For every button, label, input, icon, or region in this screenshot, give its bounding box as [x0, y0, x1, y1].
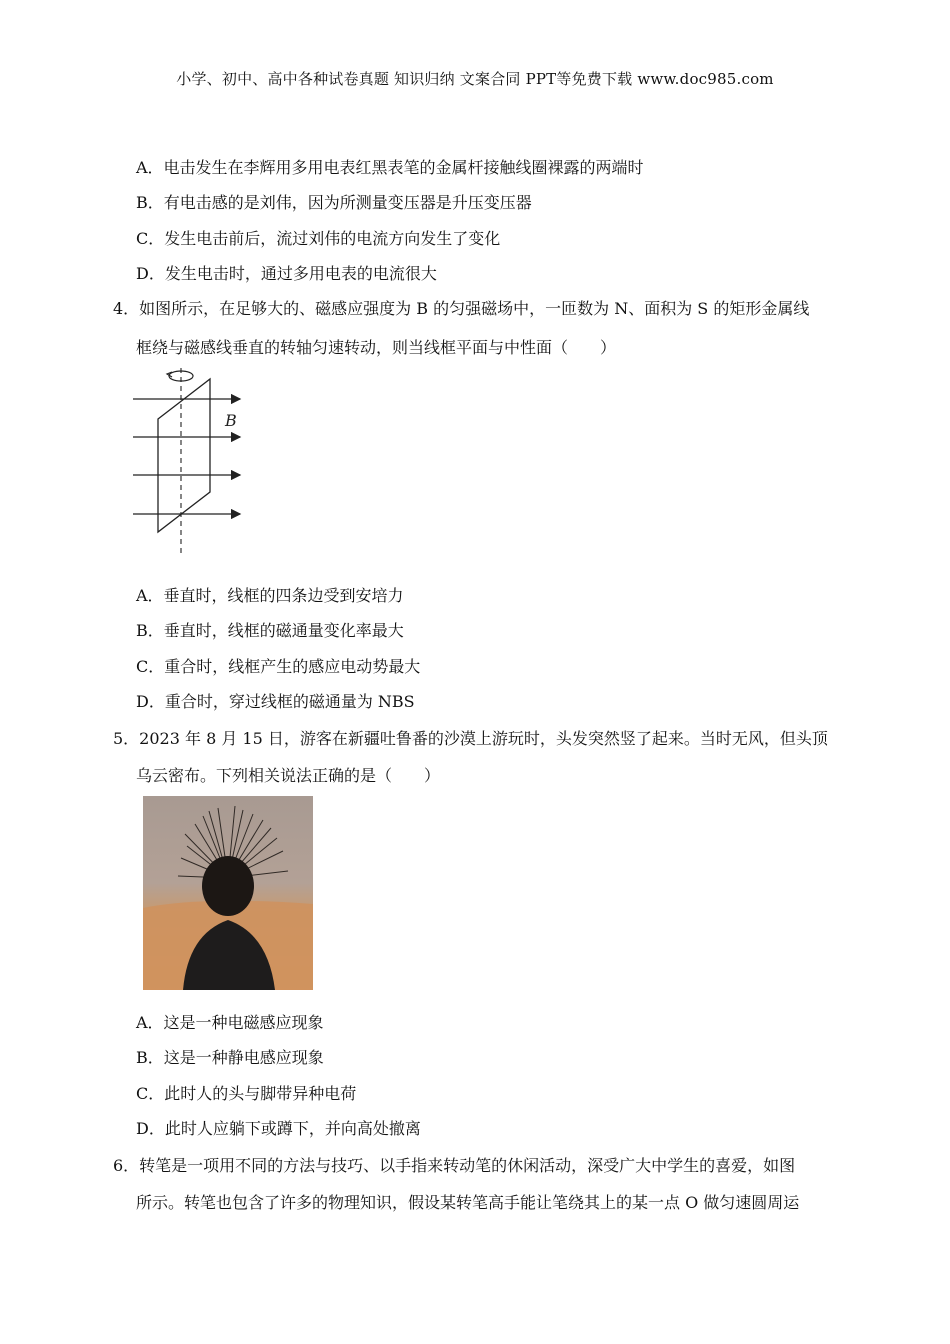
q6-stem-line2: 所示。转笔也包含了许多的物理知识，假设某转笔高手能让笔绕其上的某一点 O 做匀速圆周运 [136, 1193, 800, 1212]
q5-option-a: A．这是一种电磁感应现象 [136, 1013, 324, 1032]
q5-stem-line1: 5．2023 年 8 月 15 日，游客在新疆吐鲁番的沙漠上游玩时，头发突然竖了起来。当时无风，但头顶 [113, 729, 828, 748]
q3-option-a: A．电击发生在李辉用多用电表红黑表笔的金属杆接触线圈裸露的两端时 [136, 158, 644, 177]
q4-option-c: C．重合时，线框产生的感应电动势最大 [136, 657, 421, 676]
q4-stem-line2: 框绕与磁感线垂直的转轴匀速转动，则当线框平面与中性面（ ） [136, 338, 617, 357]
q5-stem-line2: 乌云密布。下列相关说法正确的是（ ） [136, 766, 441, 785]
q3-option-d: D．发生电击时，通过多用电表的电流很大 [136, 264, 437, 283]
q4-stem-line1: 4．如图所示，在足够大的、磁感应强度为 B 的匀强磁场中，一匝数为 N、面积为 S 的矩形金属线 [113, 299, 810, 318]
page-header: 小学、初中、高中各种试卷真题 知识归纳 文案合同 PPT等免费下载 www.doc985.com [176, 70, 774, 88]
q4-option-a: A．垂直时，线框的四条边受到安培力 [136, 586, 404, 605]
rotating-coil-figure [128, 364, 253, 556]
q3-option-c: C．发生电击前后，流过刘伟的电流方向发生了变化 [136, 229, 501, 248]
q4-option-d: D．重合时，穿过线框的磁通量为 NBS [136, 692, 415, 711]
q5-option-b: B．这是一种静电感应现象 [136, 1048, 324, 1067]
q6-stem-line1: 6．转笔是一项用不同的方法与技巧、以手指来转动笔的休闲活动，深受广大中学生的喜爱，如图 [113, 1156, 796, 1175]
q4-option-b: B．垂直时，线框的磁通量变化率最大 [136, 621, 404, 640]
desert-hair-photo [143, 796, 313, 990]
q5-option-d: D．此时人应躺下或蹲下，并向高处撤离 [136, 1119, 421, 1138]
q5-option-c: C．此时人的头与脚带异种电荷 [136, 1084, 357, 1103]
q3-option-b: B．有电击感的是刘伟，因为所测量变压器是升压变压器 [136, 193, 532, 212]
field-label: B [225, 411, 237, 430]
